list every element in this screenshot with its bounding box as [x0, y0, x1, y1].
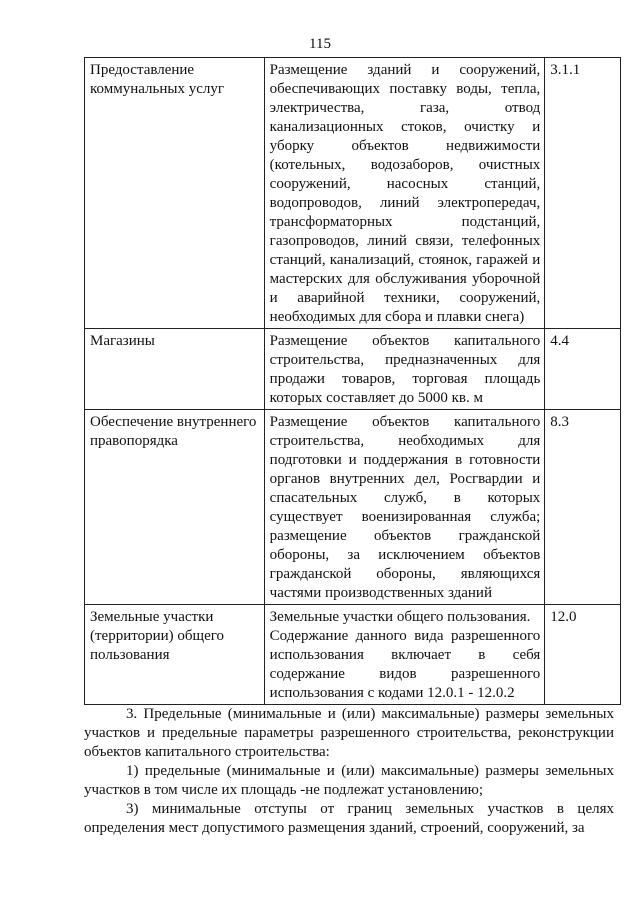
paragraph: 1) предельные (минимальные и (или) максимальные) размеры земельных участков в том числе их площадь -не подлежат установлению;: [84, 763, 614, 798]
paragraph: 3) минимальные отступы от границ земельных участков в целях определения мест допустимого размещения зданий, строений, сооружений, за: [84, 801, 614, 836]
use-name-cell: Магазины: [85, 329, 265, 410]
page-number: 115: [309, 36, 331, 52]
use-code-cell: 4.4: [545, 329, 621, 410]
table-row: [85, 329, 621, 410]
table-row: [85, 410, 621, 605]
use-description-cell: [264, 58, 545, 329]
use-name-cell: Земельные участки (территории) общего пользования: [85, 605, 265, 705]
body-text: [84, 705, 614, 838]
description-text: Размещение объектов капитального строительства, необходимых для подготовки и поддержания в готовности органов внутренних дел, Росгвардии и спасательных служб, в которых существует военизированная служба; размещение объектов гражданской обороны, за исключением объектов гражданской обороны, являющихся частями производственных зданий: [269, 414, 541, 601]
use-description-cell: [264, 605, 545, 705]
table-row: [85, 605, 621, 705]
description-text: Земельные участки общего пользования.: [269, 609, 531, 625]
permitted-use-table: [84, 57, 621, 705]
use-description-cell: [264, 410, 545, 605]
use-name-cell: Обеспечение внутреннего правопорядка: [85, 410, 265, 605]
use-code-cell: 3.1.1: [545, 58, 621, 329]
description-text: Размещение объектов капитального строительства, предназначенных для продажи товаров, торговая площадь которых составляет до 5000 кв. м: [269, 333, 541, 406]
use-code-cell: 12.0: [545, 605, 621, 705]
description-text: Размещение зданий и сооружений, обеспечивающих поставку воды, тепла, электричества, газа, отвод канализационных стоков, очистку и уборку объектов недвижимости (котельных, водозаборов, очистных сооружений, насосных станций, водопроводов, линий электропередач, трансформаторных подстанций, газопроводов, линий связи, телефонных станций, канализаций, стоянок, гаражей и мастерских для обслуживания уборочной и аварийной техники, сооружений, необходимых для сбора и плавки снега): [269, 62, 541, 325]
use-name-cell: Предоставление коммунальных услуг: [85, 58, 265, 329]
paragraph: 3. Предельные (минимальные и (или) максимальные) размеры земельных участков и предельные параметры разрешенного строительства, реконструкции объектов капитального строительства:: [84, 706, 614, 760]
use-code-cell: 8.3: [545, 410, 621, 605]
table-row: [85, 58, 621, 329]
use-description-cell: [264, 329, 545, 410]
description-text: Содержание данного вида разрешенного использования включает в себя содержание видов разрешенного использования с кодами 12.0.1 - 12.0.2: [269, 628, 541, 701]
